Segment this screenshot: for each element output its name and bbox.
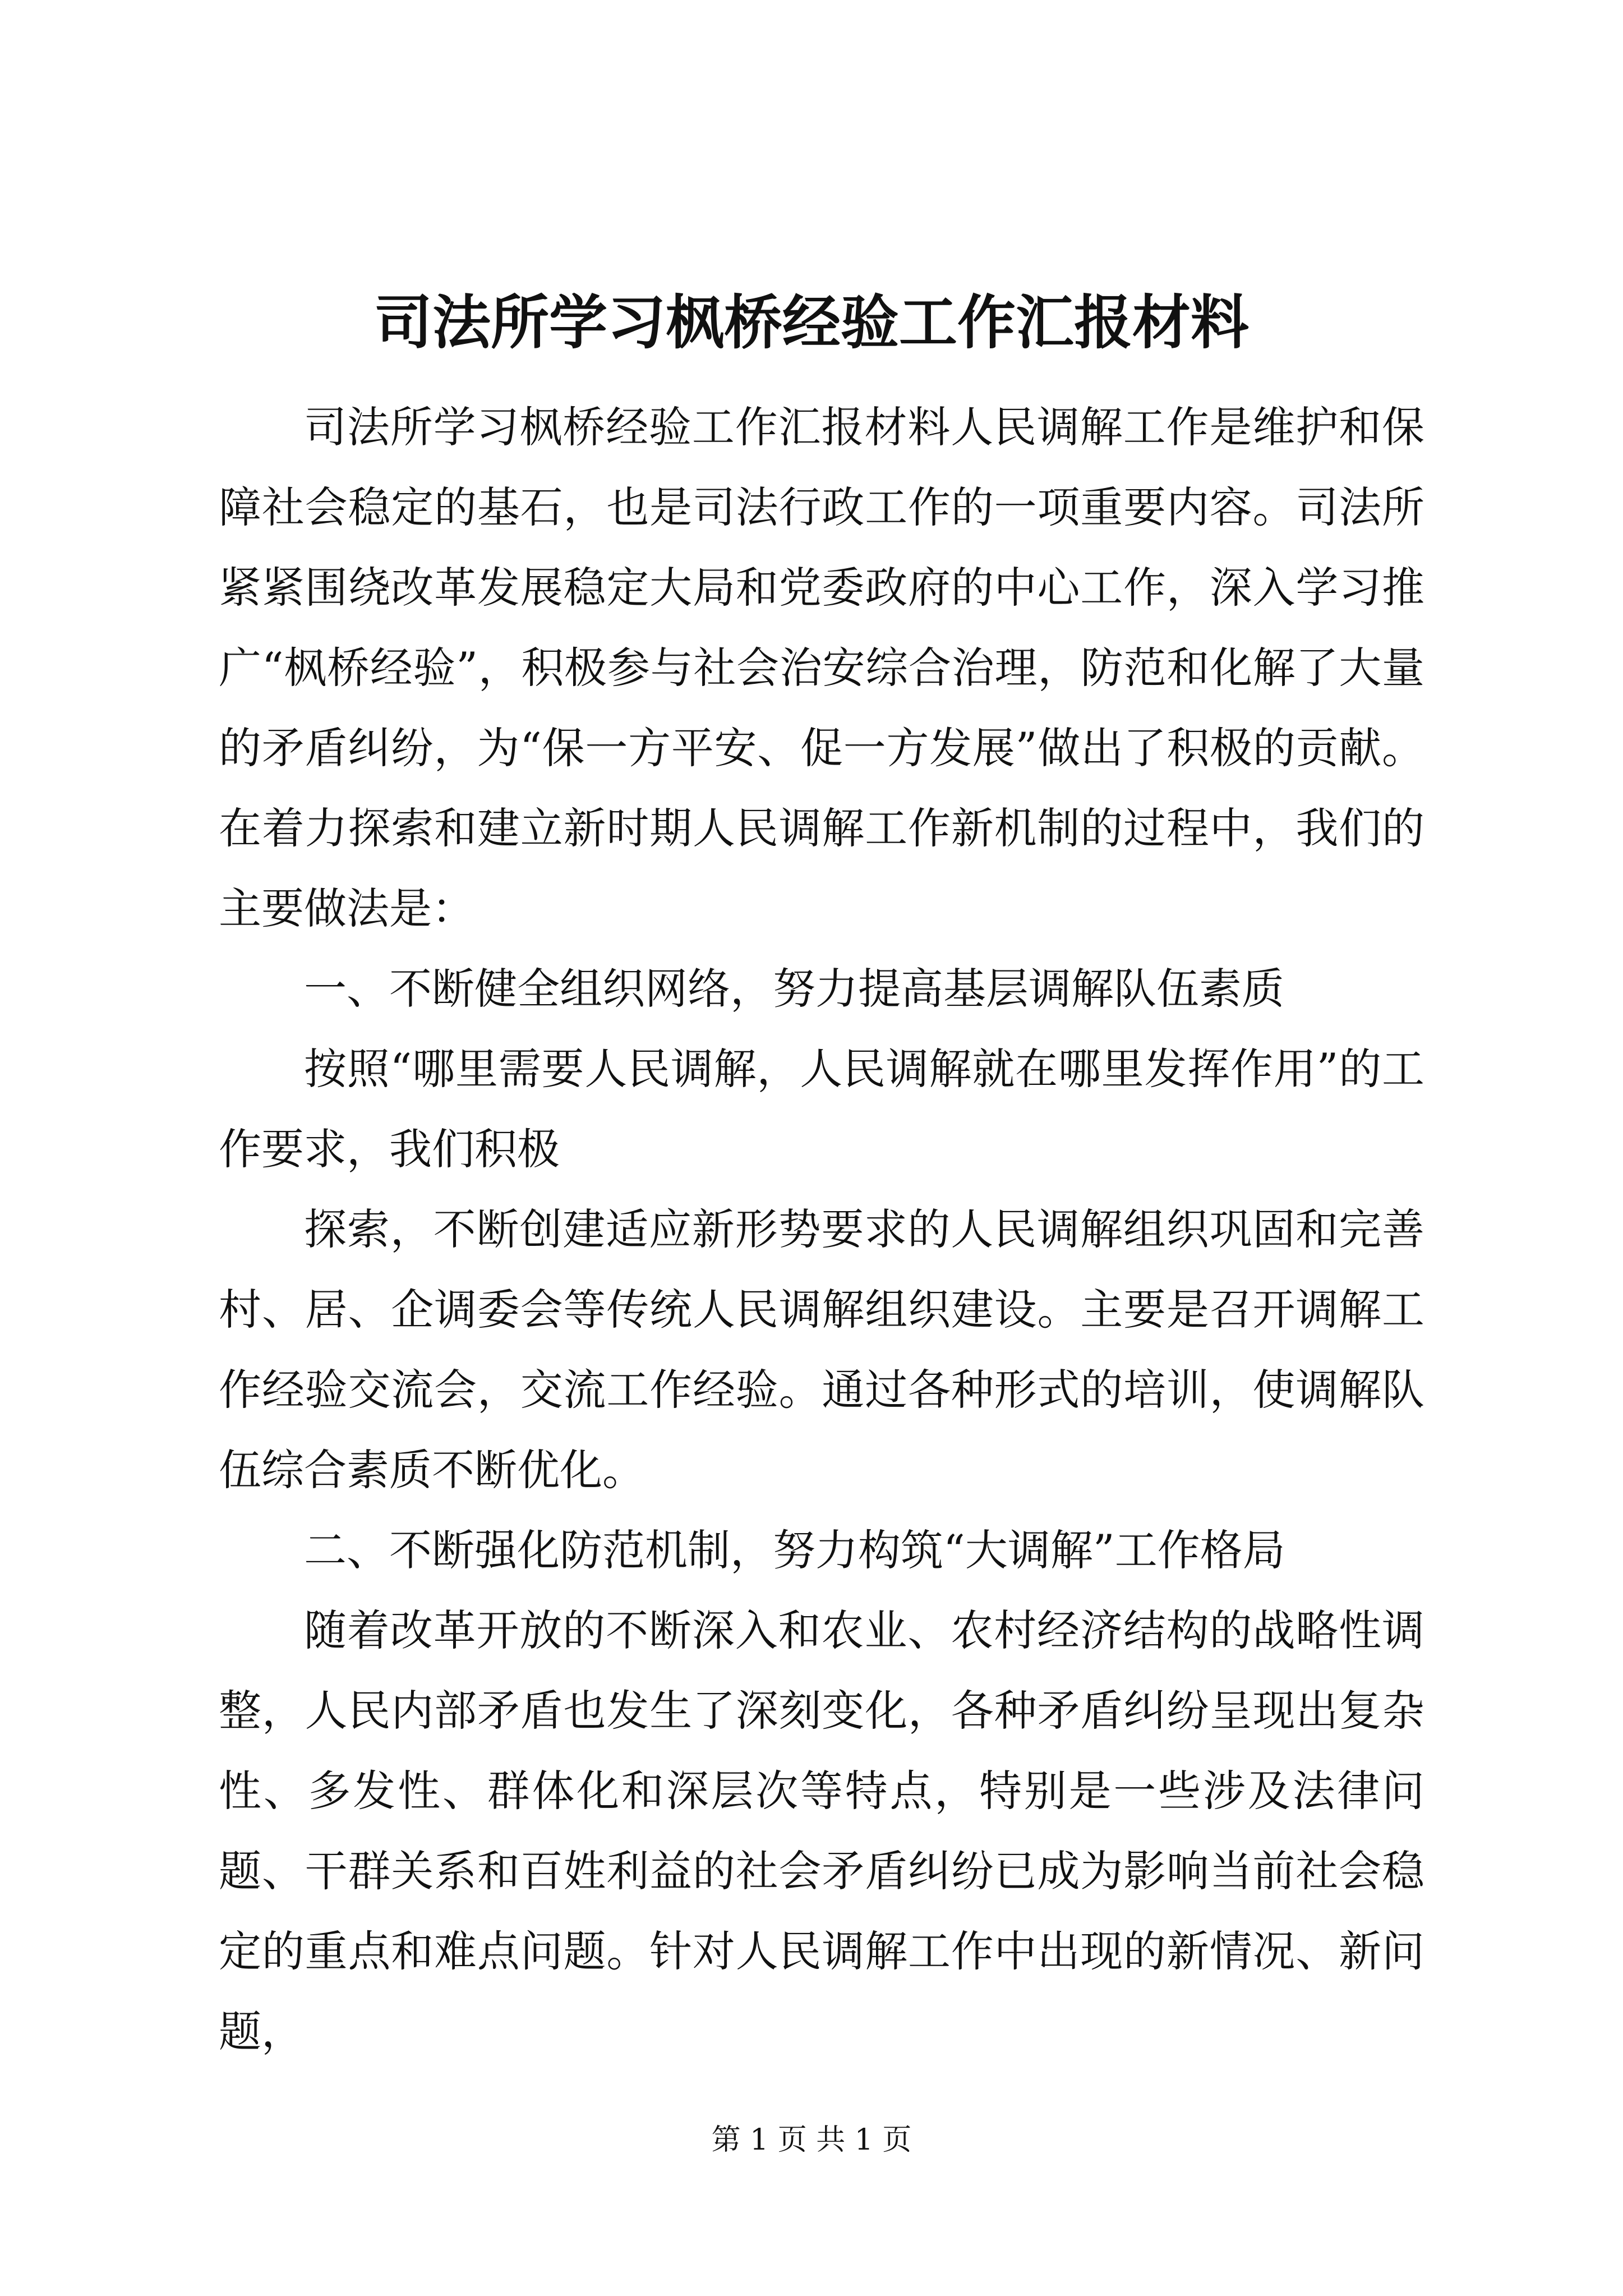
page-footer: 第 1 页 共 1 页 [711,2123,912,2157]
document-body [219,387,1424,2072]
paragraph-exploration: 探索，不断创建适应新形势要求的人民调解组织巩固和完善村、居、企调委会等传统人民调解组织建设。主要是召开调解工作经验交流会，交流工作经验。通过各种形式的培训，使调解队伍综合素质不断优化。 [219,1204,1424,1495]
section-heading-2: 二、不断强化防范机制，努力构筑“大调解”工作格局 [304,1525,1285,1575]
document-title: 司法所学习枫桥经验工作汇报材料 [374,288,1249,357]
paragraph-intro: 司法所学习枫桥经验工作汇报材料人民调解工作是维护和保障社会稳定的基石，也是司法行政工作的一项重要内容。司法所紧紧围绕改革发展稳定大局和党委政府的中心工作，深入学习推广“枫桥经验”，积极参与社会治安综合治理，防范和化解了大量的矛盾纠纷，为“保一方平安、促一方发展”做出了积极的贡献。在着力探索和建立新时期人民调解工作新机制的过程中，我们的主要做法是： [219,402,1424,933]
paragraph-reform: 随着改革开放的不断深入和农业、农村经济结构的战略性调整，人民内部矛盾也发生了深刻变化，各种矛盾纠纷呈现出复杂性、多发性、群体化和深层次等特点，特别是一些涉及法律问题、干群关系和百姓利益的社会矛盾纠纷已成为影响当前社会稳定的重点和难点问题。针对人民调解工作中出现的新情况、新问题， [219,1605,1424,2056]
paragraph-requirements: 按照“哪里需要人民调解，人民调解就在哪里发挥作用”的工作要求，我们积极 [219,1044,1424,1174]
section-heading-1: 一、不断健全组织网络，努力提高基层调解队伍素质 [304,964,1284,1014]
